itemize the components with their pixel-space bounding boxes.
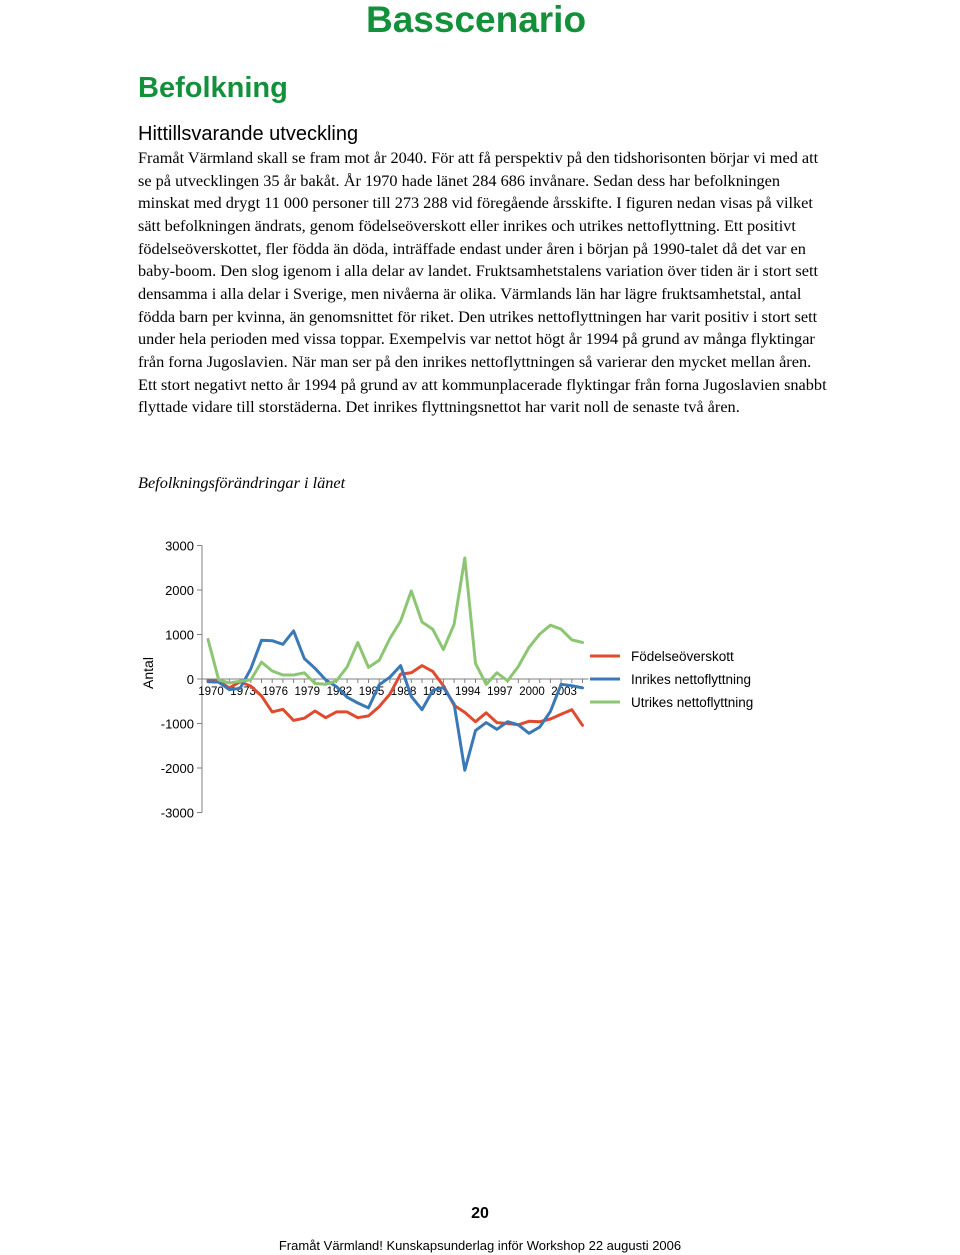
x-tick-label: 1970: [198, 686, 224, 698]
figure-caption: Befolkningsförändringar i länet: [138, 473, 346, 492]
x-tick-label: 1985: [358, 686, 385, 698]
page-footer: Framåt Värmland! Kunskapsunderlag inför Workshop 22 augusti 2006: [278, 1238, 682, 1253]
page-number: 20: [471, 1205, 489, 1222]
x-tick-label: 2003: [551, 686, 577, 698]
legend-label: Födelseöverskott: [631, 649, 734, 664]
page-title: Basscenario: [366, 0, 587, 40]
x-axis: [198, 679, 588, 698]
section-heading: Befolkning: [138, 72, 288, 104]
y-tick-label: 1000: [165, 627, 194, 643]
y-axis-title: Antal: [140, 657, 156, 689]
y-tick-label: 0: [186, 672, 194, 687]
x-tick-label: 1994: [455, 686, 481, 698]
legend-label: Utrikes nettoflyttning: [631, 695, 754, 710]
series-line-1: [208, 666, 583, 726]
legend-label: Inrikes nettoflyttning: [631, 672, 752, 687]
x-tick-label: 1991: [422, 686, 449, 698]
y-tick-label: -3000: [160, 805, 194, 821]
body-paragraph: Framåt Värmland skall se fram mot år 2040. För att få perspektiv på den tidshorisonten börjar vi med att se på utvecklingen 35 år bakåt. År 1970 hade länet 284 686 invånare. Sedan dess har befolkningen minskat med drygt 11 000 personer till 273 288 vid föregående årsskifte. I figuren nedan visas på vilket sätt befolkningen ändrats, genom födelseöverskott eller inrikes och utrikes nettoflyttning. Ett positivt födelseöverskottet, fler födda än döda, inträffade endast under åren i början på 1990-talet då det var en baby-boom. Den slog igenom i alla delar av landet. Fruktsamhetstalens variation över tiden är i stort sett densamma i alla delar i Sverige, men nivåerna är olika. Värmlands län har lägre fruktsamhetstal, antal födda barn per kvinna, än genomsnittet för riket. Den utrikes nettoflyttningen har varit positiv i stort sett under hela perioden med vissa toppar. Exempelvis var nettot högt år 1994 på grund av många flyktingar från forna Jugoslavien. När man ser på den inrikes nettoflyttningen så varierar den mycket mellan åren. Ett stort negativt netto år 1994 på grund av att kommunplacerade flyktingar från forna Jugoslavien snabbt flyttade vidare till storstäderna. Det inrikes flyttningsnettot har varit noll de senaste två åren.: [138, 148, 827, 417]
chart-legend: [590, 649, 753, 710]
y-tick-label: -1000: [160, 716, 194, 732]
series-line-3: [208, 558, 583, 684]
y-tick-label: -2000: [160, 761, 194, 776]
x-tick-label: 1979: [294, 686, 321, 698]
section-subheading: Hittillsvarande utveckling: [138, 123, 359, 145]
x-tick-label: 1988: [390, 686, 417, 698]
x-tick-label: 1976: [262, 686, 288, 698]
series-lines: [208, 558, 583, 770]
y-tick-label: 2000: [165, 583, 194, 598]
x-tick-label: 1982: [326, 686, 353, 698]
x-tick-label: 1973: [230, 686, 256, 698]
y-tick-label: 3000: [165, 538, 194, 554]
series-line-2: [208, 631, 583, 770]
x-tick-label: 2000: [519, 686, 545, 698]
y-axis: [140, 539, 202, 821]
x-tick-label: 1997: [487, 686, 513, 698]
